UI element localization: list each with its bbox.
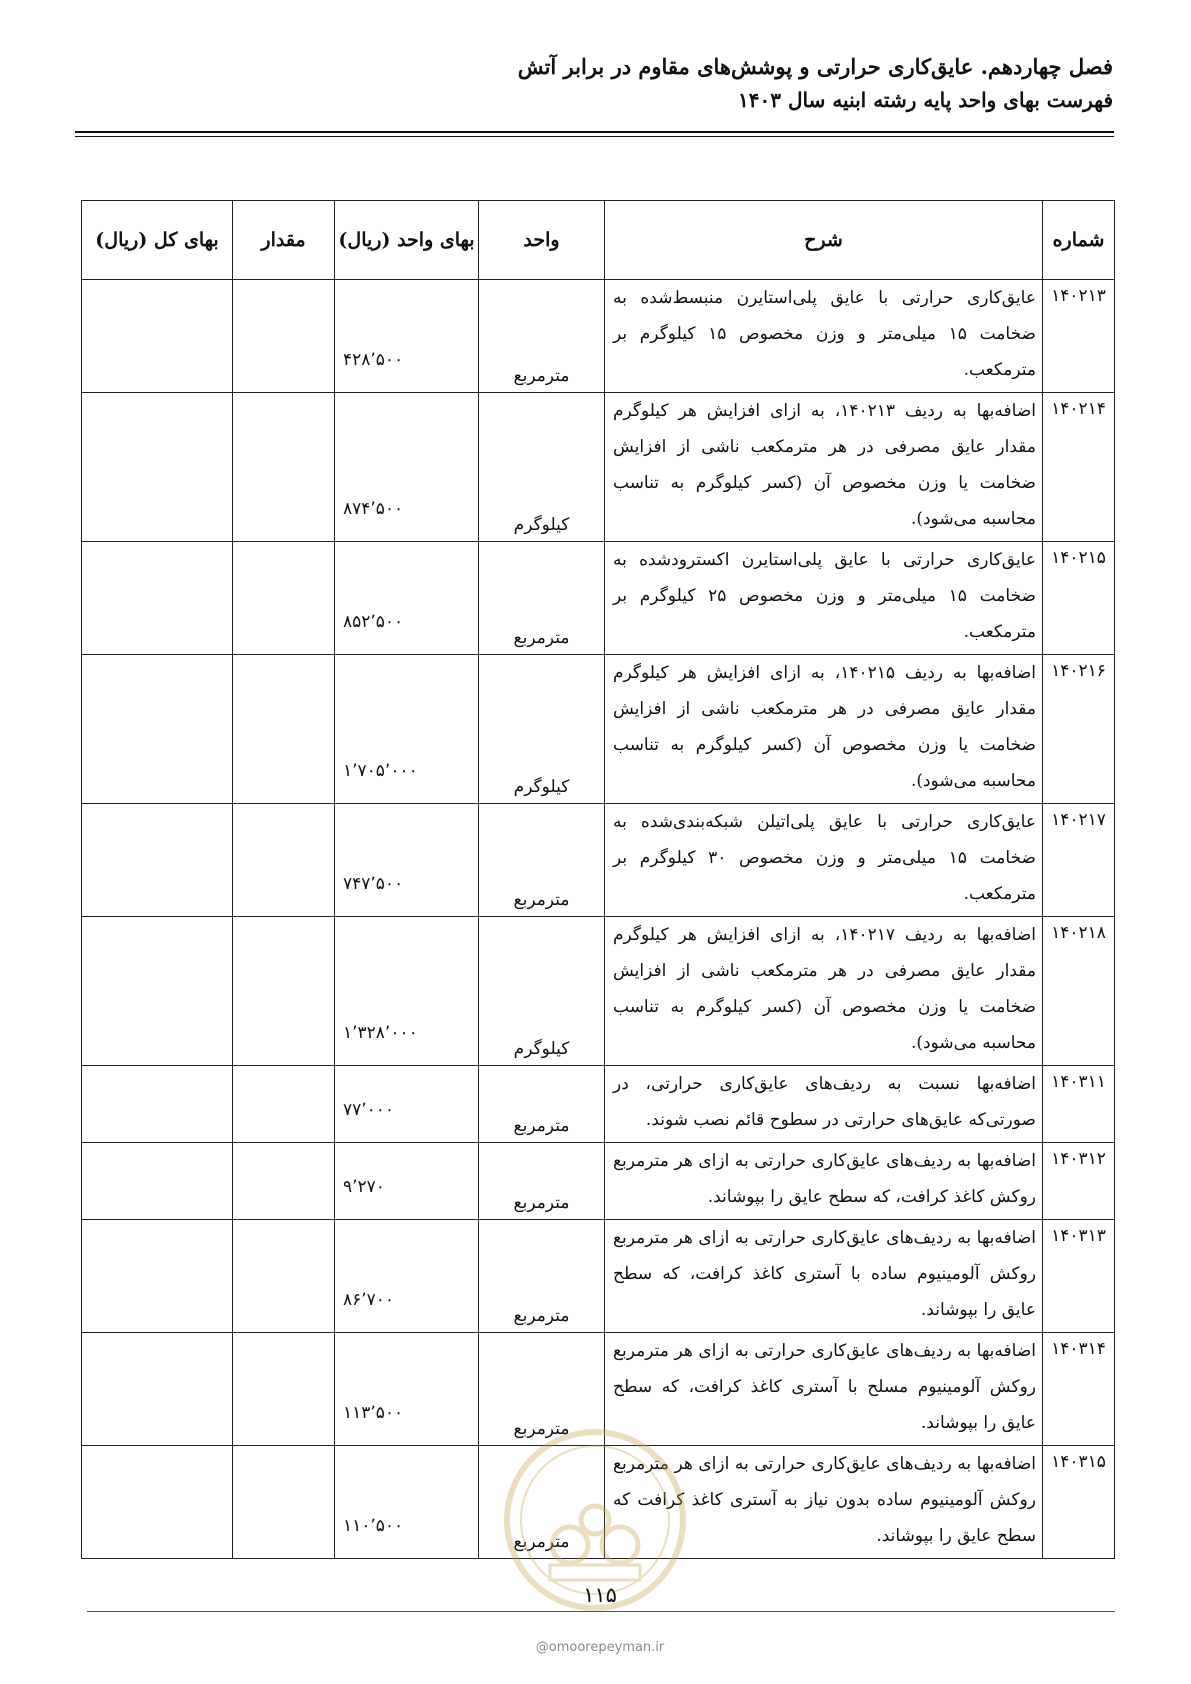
- item-total-price: [82, 917, 233, 1066]
- item-description: اضافه‌بها به ردیف‌های عایق‌کاری حرارتی به ازای هر مترمربع روکش آلومینیوم ساده بدون نیاز به آستری کاغذ کرافت که سطح عایق را بپوشاند.: [605, 1446, 1043, 1559]
- item-unit: کیلوگرم: [479, 917, 605, 1066]
- item-unit: مترمربع: [479, 1333, 605, 1446]
- item-total-price: [82, 1066, 233, 1143]
- item-quantity: [233, 1333, 335, 1446]
- table-row: [82, 804, 1115, 917]
- item-quantity: [233, 280, 335, 393]
- item-unit-price: ۴۲۸٬۵۰۰: [335, 280, 479, 393]
- table-row: [82, 1066, 1115, 1143]
- item-description: اضافه‌بها به ردیف ۱۴۰۲۱۷، به ازای افزایش هر کیلوگرم مقدار عایق مصرفی در هر مترمکعب ناشی از افزایش ضخامت یا وزن مخصوص آن (کسر کیلوگرم به تناسب محاسبه می‌شود).: [605, 917, 1043, 1066]
- item-unit: مترمربع: [479, 1143, 605, 1220]
- item-total-price: [82, 1333, 233, 1446]
- footer-divider: [87, 1611, 1115, 1612]
- item-total-price: [82, 1446, 233, 1559]
- chapter-title: فصل چهاردهم. عایق‌کاری حرارتی و پوشش‌های مقاوم در برابر آتش: [517, 54, 1113, 79]
- item-unit-price: ۱٬۷۰۵٬۰۰۰: [335, 655, 479, 804]
- item-unit-price: ۱٬۳۲۸٬۰۰۰: [335, 917, 479, 1066]
- column-header-description: شرح: [605, 201, 1043, 280]
- item-unit-price: ۷۷٬۰۰۰: [335, 1066, 479, 1143]
- item-unit-price: ۱۱۳٬۵۰۰: [335, 1333, 479, 1446]
- page-number: ۱۱۵: [583, 1583, 617, 1607]
- item-quantity: [233, 1143, 335, 1220]
- item-unit-price: ۸۵۲٬۵۰۰: [335, 542, 479, 655]
- item-total-price: [82, 393, 233, 542]
- item-unit: کیلوگرم: [479, 655, 605, 804]
- item-number: ۱۴۰۳۱۲: [1043, 1143, 1115, 1220]
- item-unit: مترمربع: [479, 280, 605, 393]
- watermark-url: @omoorepeyman.ir: [535, 1640, 665, 1655]
- item-description: اضافه‌بها به ردیف ۱۴۰۲۱۵، به ازای افزایش هر کیلوگرم مقدار عایق مصرفی در هر مترمکعب ناشی از افزایش ضخامت یا وزن مخصوص آن (کسر کیلوگرم به تناسب محاسبه می‌شود).: [605, 655, 1043, 804]
- item-unit-price: ۸۶٬۷۰۰: [335, 1220, 479, 1333]
- item-description: اضافه‌بها به ردیف‌های عایق‌کاری حرارتی به ازای هر مترمربع روکش آلومینیوم ساده با آستری کاغذ کرافت، که سطح عایق را بپوشاند.: [605, 1220, 1043, 1333]
- table-row: [82, 542, 1115, 655]
- item-unit-price: ۷۴۷٬۵۰۰: [335, 804, 479, 917]
- column-header-quantity: مقدار: [233, 201, 335, 280]
- item-description: اضافه‌بها به ردیف‌های عایق‌کاری حرارتی به ازای هر مترمربع روکش آلومینیوم مسلح با آستری کاغذ کرافت، که سطح عایق را بپوشاند.: [605, 1333, 1043, 1446]
- item-unit: مترمربع: [479, 804, 605, 917]
- item-unit: کیلوگرم: [479, 393, 605, 542]
- item-quantity: [233, 655, 335, 804]
- column-header-unit: واحد: [479, 201, 605, 280]
- item-total-price: [82, 1220, 233, 1333]
- item-description: اضافه‌بها به ردیف‌های عایق‌کاری حرارتی به ازای هر مترمربع روکش کاغذ کرافت، که سطح عایق را بپوشاند.: [605, 1143, 1043, 1220]
- item-unit: مترمربع: [479, 1220, 605, 1333]
- item-number: ۱۴۰۳۱۱: [1043, 1066, 1115, 1143]
- item-unit: مترمربع: [479, 542, 605, 655]
- item-total-price: [82, 655, 233, 804]
- item-quantity: [233, 1446, 335, 1559]
- table-header-row: [82, 201, 1115, 280]
- column-header-unit-price: بهای واحد (ریال): [335, 201, 479, 280]
- item-number: ۱۴۰۲۱۵: [1043, 542, 1115, 655]
- price-list-title: فهرست بهای واحد پایه رشته ابنیه سال ۱۴۰۳: [738, 88, 1113, 112]
- item-unit-price: ۱۱۰٬۵۰۰: [335, 1446, 479, 1559]
- item-quantity: [233, 1066, 335, 1143]
- header-divider: [75, 131, 1114, 133]
- item-total-price: [82, 280, 233, 393]
- item-unit: مترمربع: [479, 1446, 605, 1559]
- item-quantity: [233, 917, 335, 1066]
- item-quantity: [233, 1220, 335, 1333]
- item-number: ۱۴۰۲۱۳: [1043, 280, 1115, 393]
- item-unit: مترمربع: [479, 1066, 605, 1143]
- item-unit-price: ۸۷۴٬۵۰۰: [335, 393, 479, 542]
- table-row: [82, 280, 1115, 393]
- item-number: ۱۴۰۲۱۶: [1043, 655, 1115, 804]
- table-row: [82, 917, 1115, 1066]
- price-list-table: [81, 200, 1115, 1559]
- item-number: ۱۴۰۲۱۷: [1043, 804, 1115, 917]
- table-body: [82, 280, 1115, 1559]
- table-row: [82, 1143, 1115, 1220]
- table-row: [82, 393, 1115, 542]
- column-header-number: شماره: [1043, 201, 1115, 280]
- item-total-price: [82, 542, 233, 655]
- item-total-price: [82, 804, 233, 917]
- column-header-total-price: بهای کل (ریال): [82, 201, 233, 280]
- item-description: اضافه‌بها به ردیف ۱۴۰۲۱۳، به ازای افزایش هر کیلوگرم مقدار عایق مصرفی در هر مترمکعب ناشی از افزایش ضخامت یا وزن مخصوص آن (کسر کیلوگرم به تناسب محاسبه می‌شود).: [605, 393, 1043, 542]
- header-divider-thin: [75, 136, 1114, 137]
- item-description: عایق‌کاری حرارتی با عایق پلی‌استایرن منبسط‌شده به ضخامت ۱۵ میلی‌متر و وزن مخصوص ۱۵ کیلوگرم بر مترمکعب.: [605, 280, 1043, 393]
- item-description: عایق‌کاری حرارتی با عایق پلی‌اتیلن شبکه‌بندی‌شده به ضخامت ۱۵ میلی‌متر و وزن مخصوص ۳۰ کیلوگرم بر مترمکعب.: [605, 804, 1043, 917]
- item-quantity: [233, 804, 335, 917]
- table-row: [82, 655, 1115, 804]
- item-number: ۱۴۰۲۱۸: [1043, 917, 1115, 1066]
- page-header: [78, 50, 1113, 116]
- item-description: اضافه‌بها نسبت به ردیف‌های عایق‌کاری حرارتی، در صورتی‌که عایق‌های حرارتی در سطوح قائم نصب شوند.: [605, 1066, 1043, 1143]
- item-quantity: [233, 542, 335, 655]
- item-number: ۱۴۰۳۱۴: [1043, 1333, 1115, 1446]
- item-number: ۱۴۰۳۱۵: [1043, 1446, 1115, 1559]
- item-description: عایق‌کاری حرارتی با عایق پلی‌استایرن اکسترودشده به ضخامت ۱۵ میلی‌متر و وزن مخصوص ۲۵ کیلوگرم بر مترمکعب.: [605, 542, 1043, 655]
- item-unit-price: ۹٬۲۷۰: [335, 1143, 479, 1220]
- item-number: ۱۴۰۳۱۳: [1043, 1220, 1115, 1333]
- table-row: [82, 1220, 1115, 1333]
- item-number: ۱۴۰۲۱۴: [1043, 393, 1115, 542]
- item-total-price: [82, 1143, 233, 1220]
- item-quantity: [233, 393, 335, 542]
